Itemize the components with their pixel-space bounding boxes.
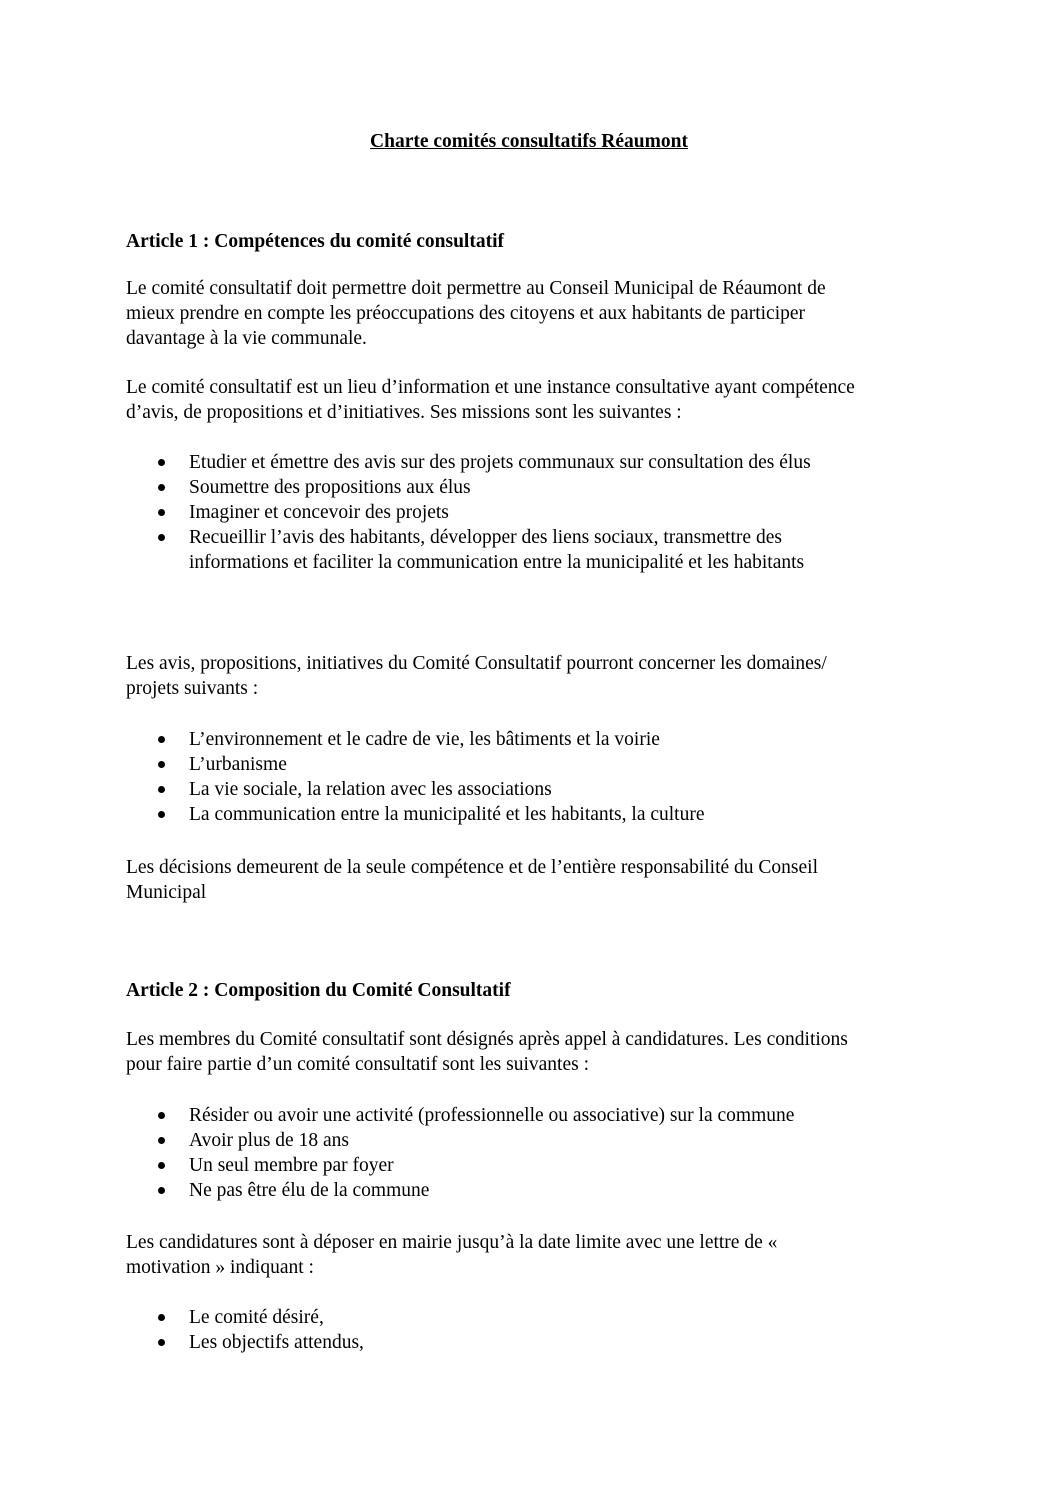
list-item bbox=[126, 802, 916, 827]
text-line: Le comité consultatif est un lieu d’information et une instance consultative ayant compétence bbox=[126, 377, 855, 398]
article-2-paragraph-1 bbox=[126, 1027, 936, 1077]
text-line: Les décisions demeurent de la seule compétence et de l’entière responsabilité du Conseil bbox=[126, 857, 819, 878]
bullet-icon bbox=[158, 761, 165, 768]
bullet-icon bbox=[158, 1137, 165, 1144]
text-line: Le comité consultatif doit permettre doit permettre au Conseil Municipal de Réaumont de bbox=[126, 278, 826, 299]
text-line: informations et faciliter la communication entre la municipalité et les habitants bbox=[189, 552, 805, 573]
text-line: davantage à la vie communale. bbox=[126, 328, 367, 349]
text-line: Un seul membre par foyer bbox=[189, 1155, 394, 1176]
bullet-icon bbox=[158, 484, 165, 491]
text-line: Résider ou avoir une activité (professionnelle ou associative) sur la commune bbox=[189, 1105, 795, 1126]
list-item bbox=[126, 752, 916, 777]
bullet-icon bbox=[158, 459, 165, 466]
text-line: Les candidatures sont à déposer en mairie jusqu’à la date limite avec une lettre de « bbox=[126, 1232, 778, 1253]
list-item bbox=[126, 777, 916, 802]
list-item bbox=[126, 1153, 916, 1178]
list-item bbox=[126, 500, 916, 525]
bullet-icon bbox=[158, 1187, 165, 1194]
text-line: Imaginer et concevoir des projets bbox=[189, 502, 449, 523]
text-line: projets suivants : bbox=[126, 678, 259, 699]
list-item bbox=[126, 1330, 916, 1355]
article-1-paragraph-3 bbox=[126, 651, 936, 701]
text-line: motivation » indiquant : bbox=[126, 1257, 314, 1278]
document-title: Charte comités consultatifs Réaumont bbox=[370, 131, 688, 152]
text-line: pour faire partie d’un comité consultatif sont les suivantes : bbox=[126, 1054, 590, 1075]
bullet-icon bbox=[158, 811, 165, 818]
bullet-icon bbox=[158, 1339, 165, 1346]
domains-list bbox=[126, 727, 916, 827]
bullet-icon bbox=[158, 509, 165, 516]
list-item bbox=[126, 525, 916, 575]
text-line: Recueillir l’avis des habitants, développer des liens sociaux, transmettre des bbox=[189, 527, 782, 548]
article-1-paragraph-4 bbox=[126, 855, 936, 905]
list-item bbox=[126, 1178, 916, 1203]
letter-items-list bbox=[126, 1305, 916, 1355]
text-line: mieux prendre en compte les préoccupations des citoyens et aux habitants de participer bbox=[126, 303, 806, 324]
text-line: La communication entre la municipalité et les habitants, la culture bbox=[189, 804, 705, 825]
list-item bbox=[126, 450, 916, 475]
text-line: La vie sociale, la relation avec les associations bbox=[189, 779, 552, 800]
article-2-heading: Article 2 : Composition du Comité Consultatif bbox=[126, 980, 511, 1001]
text-line: Les membres du Comité consultatif sont désignés après appel à candidatures. Les conditions bbox=[126, 1029, 848, 1050]
article-1-paragraph-1 bbox=[126, 276, 936, 351]
bullet-icon bbox=[158, 786, 165, 793]
list-item bbox=[126, 727, 916, 752]
list-item bbox=[126, 1128, 916, 1153]
text-line: Avoir plus de 18 ans bbox=[189, 1130, 349, 1151]
text-line: Les avis, propositions, initiatives du Comité Consultatif pourront concerner les domaines/ bbox=[126, 653, 827, 674]
list-item bbox=[126, 1305, 916, 1330]
text-line: Ne pas être élu de la commune bbox=[189, 1180, 430, 1201]
article-2-paragraph-2 bbox=[126, 1230, 936, 1280]
missions-list bbox=[126, 450, 916, 575]
list-item bbox=[126, 475, 916, 500]
bullet-icon bbox=[158, 534, 165, 541]
text-line: Municipal bbox=[126, 882, 207, 903]
text-line: Les objectifs attendus, bbox=[189, 1332, 364, 1353]
conditions-list bbox=[126, 1103, 916, 1203]
bullet-icon bbox=[158, 736, 165, 743]
bullet-icon bbox=[158, 1162, 165, 1169]
text-line: Le comité désiré, bbox=[189, 1307, 324, 1328]
text-line: d’avis, de propositions et d’initiatives. Ses missions sont les suivantes : bbox=[126, 402, 682, 423]
bullet-icon bbox=[158, 1314, 165, 1321]
text-line: L’environnement et le cadre de vie, les bâtiments et la voirie bbox=[189, 729, 660, 750]
text-line: Etudier et émettre des avis sur des projets communaux sur consultation des élus bbox=[189, 452, 811, 473]
text-line: Soumettre des propositions aux élus bbox=[189, 477, 471, 498]
article-1-paragraph-2 bbox=[126, 375, 936, 425]
article-1-heading: Article 1 : Compétences du comité consultatif bbox=[126, 231, 504, 252]
list-item bbox=[126, 1103, 916, 1128]
bullet-icon bbox=[158, 1112, 165, 1119]
text-line: L’urbanisme bbox=[189, 754, 287, 775]
